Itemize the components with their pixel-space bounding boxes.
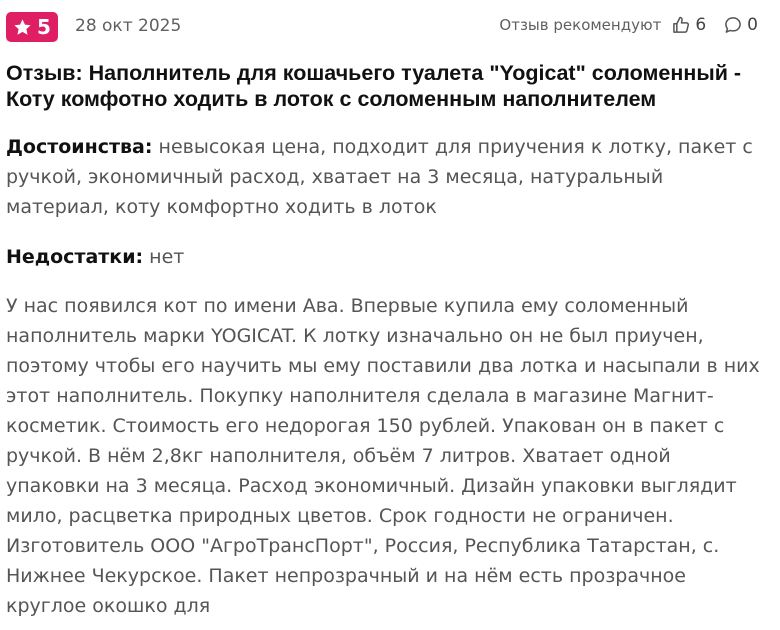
like-button[interactable] xyxy=(671,15,706,35)
pros-text: невысокая цена, подходит для приучения к лотку, пакет с ручкой, экономичный расход, хватает на 3 месяца, натуральный материал, коту комфортно ходить в лоток xyxy=(6,136,753,218)
thumbs-up-icon xyxy=(671,15,691,35)
review-header xyxy=(6,10,758,44)
likes-count: 6 xyxy=(695,15,707,35)
star-icon xyxy=(13,18,32,37)
recommend-label: Отзыв рекомендуют xyxy=(499,16,662,34)
review-title: Отзыв: Наполнитель для кошачьего туалета "Yogicat" соломенный - Коту комфотно ходить в лоток с соломенным наполнителем xyxy=(6,61,742,111)
comment-icon xyxy=(723,15,743,35)
pros-section xyxy=(6,132,768,222)
comments-button[interactable] xyxy=(723,15,758,35)
cons-section xyxy=(6,242,768,272)
rating-value: 5 xyxy=(37,15,51,39)
cons-label: Недостатки: xyxy=(6,246,144,268)
pros-label: Достоинства: xyxy=(6,136,153,158)
rating-badge xyxy=(6,12,58,42)
review-stats xyxy=(499,15,758,35)
review-date: 28 окт 2025 xyxy=(75,16,182,36)
cons-text: нет xyxy=(149,246,185,268)
comments-count: 0 xyxy=(747,15,758,35)
review-body: У нас появился кот по имени Ава. Впервые купила ему соломенный наполнитель марки YOGICAT. К лотку изначально он не был приучен, поэтому чтобы его научить мы ему поставили два лотка и насыпали в них этот наполнитель. Покупку наполнителя сделала в магазине Магнит-косметик. Стоимость его недорогая 150 рублей. Упакован он в пакет с ручкой. В нём 2,8кг наполнителя, объём 7 литров. Хватает одной упаковки на 3 месяца. Расход экономичный. Дизайн упаковки выглядит мило, расцветка природных цветов. Срок годности не ограничен. Изготовитель ООО "АгроТрансПорт", Россия, Республика Татарстан, с. Нижнее Чекурское. Пакет непрозрачный и на нём есть прозрачное круглое окошко для xyxy=(6,295,760,617)
